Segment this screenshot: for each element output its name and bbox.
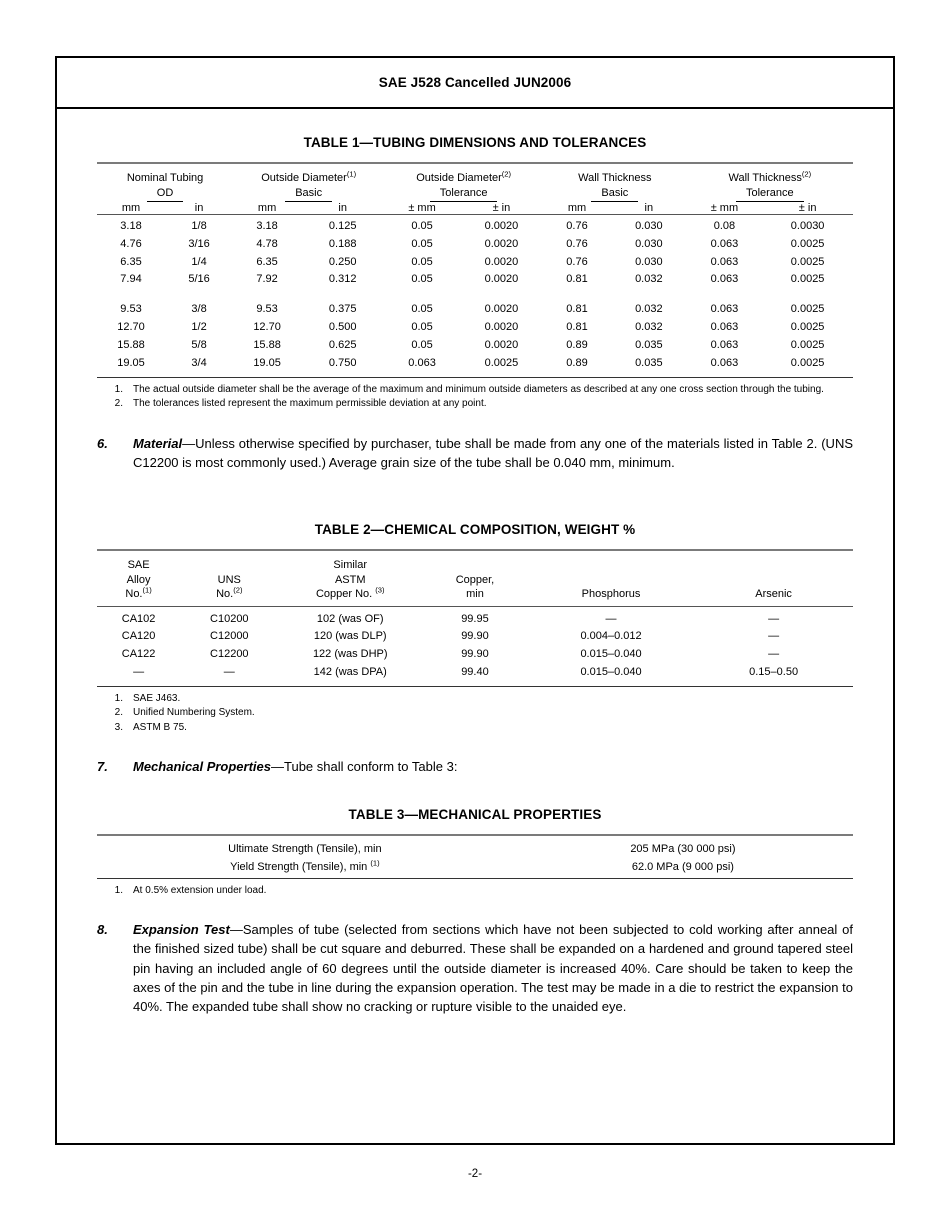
table1-group-4-line2: Tolerance — [736, 186, 804, 203]
section-6-body — [133, 434, 853, 472]
cell: 4.78 — [256, 237, 278, 250]
cell: 99.90 — [461, 630, 489, 643]
cell: 0.250 — [328, 255, 357, 268]
table2-header-0-l2: Alloy — [126, 573, 151, 586]
footnote-text: The actual outside diameter shall be the average of the maximum and minimum outside diameters as described at any one cross section through the tubing. — [133, 383, 824, 395]
cell: 0.0025 — [790, 303, 825, 316]
cell: 6.35 — [120, 255, 142, 268]
cell: 0.0020 — [484, 273, 519, 286]
cell: 0.0020 — [484, 303, 519, 316]
table2-header-2-l3: Copper No. — [315, 588, 376, 601]
footnote-number: 2. — [114, 398, 123, 410]
table2 — [97, 549, 853, 687]
table1-unit-3: in — [338, 202, 347, 215]
table1-group-1-line1: Outside Diameter — [261, 172, 347, 184]
cell: 7.92 — [256, 273, 278, 286]
table1-footnotes — [97, 383, 853, 412]
cell: 0.063 — [710, 303, 739, 316]
section-6 — [97, 434, 853, 472]
cell: 1/4 — [191, 255, 207, 268]
table1-unit-1: in — [194, 202, 204, 215]
cell: 142 (was DPA) — [313, 665, 387, 678]
cell: 7.94 — [120, 273, 142, 286]
cell: 0.05 — [411, 303, 433, 316]
table2-header-1-sup: (2) — [233, 585, 243, 595]
table1-units-row — [97, 202, 853, 215]
table1-group-2-line1: Outside Diameter — [416, 172, 502, 184]
cell: 120 (was DLP) — [313, 630, 387, 643]
table1-group-0-line1: Nominal Tubing — [126, 172, 204, 184]
page-header-band — [57, 58, 893, 109]
table3-property — [97, 855, 513, 879]
table2-header-1 — [180, 550, 278, 606]
cell: 0.15–0.50 — [749, 665, 799, 678]
cell: 99.40 — [461, 665, 489, 678]
table3 — [97, 834, 853, 879]
section-7-number: 7. — [97, 759, 108, 775]
cell: 0.030 — [611, 215, 687, 236]
table1-group-0-line2: OD — [147, 186, 184, 203]
cell: 0.76 — [566, 255, 588, 268]
section-7-text: —Tube shall conform to Table 3: — [271, 759, 458, 775]
table2-header-0 — [97, 550, 180, 606]
cell: C10200 — [180, 606, 278, 628]
table1-group-4 — [687, 163, 853, 202]
table2-header-0-l3: No. — [125, 588, 143, 601]
table2-header-row — [97, 550, 853, 606]
cell: 0.0020 — [484, 237, 519, 250]
table2-footnotes — [97, 692, 853, 736]
table1-row — [97, 301, 853, 319]
cell: — — [223, 665, 235, 678]
footnote-number: 2. — [114, 707, 123, 719]
cell: 0.89 — [566, 356, 588, 369]
cell: — — [528, 606, 694, 628]
table1-header-group-row — [97, 163, 853, 202]
cell: CA122 — [121, 648, 156, 661]
table3-property-label: Yield Strength (Tensile), min — [230, 860, 371, 873]
cell: 0.063 — [710, 255, 739, 268]
footnote-item — [97, 721, 853, 736]
table1-unit-0: mm — [121, 202, 141, 215]
table2-header-0-sup: (1) — [142, 585, 152, 595]
cell: 0.375 — [328, 303, 357, 316]
table2-bottom-rule — [97, 686, 853, 687]
cell: 19.05 — [253, 356, 281, 369]
table1-bottom-rule — [97, 377, 853, 378]
table1-group-4-sup: (2) — [801, 169, 812, 179]
cell: 12.70 — [253, 321, 281, 334]
cell: 3/4 — [191, 356, 207, 369]
cell: — — [694, 606, 853, 628]
table1-group-3 — [543, 163, 687, 202]
cell: C12200 — [210, 648, 249, 661]
footnote-number: 1. — [114, 884, 123, 896]
table1-group-2 — [384, 163, 543, 202]
cell: 0.032 — [635, 321, 663, 334]
cell: 0.0025 — [484, 356, 519, 369]
cell: 0.015–0.040 — [580, 665, 642, 678]
table3-value: 62.0 MPa (9 000 psi) — [631, 860, 734, 873]
cell: 99.95 — [422, 606, 528, 628]
section-6-lead: Material — [133, 435, 183, 451]
table3-row — [97, 855, 853, 879]
cell: 0.063 — [710, 321, 739, 334]
footnote-text: The tolerances listed represent the maximum permissible deviation at any point. — [133, 398, 487, 410]
footnote-number: 3. — [114, 721, 123, 733]
cell: 0.0025 — [790, 255, 825, 268]
cell: 9.53 — [256, 303, 278, 316]
section-7 — [97, 757, 853, 776]
cell: 3/8 — [191, 303, 207, 316]
section-8-body — [133, 920, 853, 1016]
table2-header-2 — [278, 550, 422, 606]
footnote-text: ASTM B 75. — [133, 721, 187, 733]
cell: 0.750 — [328, 356, 357, 369]
cell: 0.063 — [710, 273, 739, 286]
cell: 0.81 — [566, 321, 588, 334]
table1-group-2-line2: Tolerance — [430, 186, 498, 203]
table1-row — [97, 271, 853, 289]
footnote-number: 1. — [114, 383, 123, 395]
section-8 — [97, 920, 853, 1016]
table1-unit-5: ± in — [492, 202, 511, 215]
table1-unit-9: ± in — [798, 202, 817, 215]
cell: 3.18 — [97, 215, 165, 236]
table2-header-2-sup: (3) — [375, 585, 385, 595]
cell: — — [768, 648, 780, 661]
cell: 102 (was OF) — [278, 606, 422, 628]
cell: 6.35 — [256, 255, 278, 268]
section-7-body — [133, 757, 853, 776]
table2-header-5 — [694, 550, 853, 606]
cell: 0.063 — [710, 338, 739, 351]
cell: 0.0025 — [790, 273, 825, 286]
table3-value: 205 MPa (30 000 psi) — [513, 835, 853, 855]
table2-row — [97, 628, 853, 646]
cell: 0.030 — [635, 237, 663, 250]
cell: 0.0020 — [460, 215, 543, 236]
cell: 99.90 — [461, 648, 489, 661]
cell: 3/16 — [188, 237, 210, 250]
table2-header-0-l1: SAE — [127, 559, 150, 571]
cell: 15.88 — [253, 338, 281, 351]
section-8-text: —Samples of tube (selected from sections which have not been subjected to cold working after anneal of the finished sized tube) shall be cut square and deburred. These shall be expanded on a hardened and ground tapered steel pin having an included angle of 60 degrees until the outside diameter is increased 40%. Care should be taken to keep the axes of the pin and the tube in line during the expansion operation. The test may be made in a die to restrict the expansion to 40%. The expanded tube shall show no cracking or rupture visible to the unaided eye. — [133, 922, 853, 1014]
footnote-item — [97, 397, 853, 412]
cell: 0.032 — [635, 273, 663, 286]
table1-row — [97, 337, 853, 355]
cell: 0.0020 — [484, 321, 519, 334]
table1-group-3-line1: Wall Thickness — [578, 172, 652, 184]
table3-bottom-rule — [97, 878, 853, 879]
cell: 0.05 — [411, 321, 433, 334]
cell: 0.81 — [566, 303, 588, 316]
cell: 0.0025 — [790, 338, 825, 351]
table2-header-3-l2: Copper, — [455, 573, 495, 586]
cell: 1/2 — [191, 321, 207, 334]
cell: 0.05 — [411, 255, 433, 268]
table1-group-1-line2: Basic — [285, 186, 332, 203]
cell: 0.08 — [687, 215, 763, 236]
table3-title: TABLE 3—MECHANICAL PROPERTIES — [348, 806, 602, 822]
table1-row — [97, 215, 853, 236]
cell: C12000 — [210, 630, 249, 643]
table2-header-3 — [422, 550, 528, 606]
cell: 0.81 — [566, 273, 588, 286]
cell: 0.625 — [328, 338, 357, 351]
cell: 0.0025 — [790, 321, 825, 334]
footnote-number: 1. — [114, 692, 123, 704]
cell: 0.05 — [384, 215, 460, 236]
table1-unit-2: mm — [257, 202, 277, 215]
cell: CA102 — [97, 606, 180, 628]
table1-unit-8: ± mm — [710, 202, 739, 215]
cell: 0.0025 — [790, 237, 825, 250]
footnote-item — [97, 692, 853, 707]
table2-header-5-l3: Arsenic — [755, 588, 792, 601]
cell: CA120 — [121, 630, 156, 643]
table2-header-2-l2: ASTM — [334, 573, 366, 586]
cell: 122 (was DHP) — [312, 648, 388, 661]
page-body — [57, 109, 893, 1016]
cell: — — [768, 630, 780, 643]
cell: 0.063 — [710, 237, 739, 250]
cell: 0.500 — [328, 321, 357, 334]
cell: 4.76 — [120, 237, 142, 250]
table3-footnotes — [97, 884, 853, 899]
table3-property-label: Ultimate Strength (Tensile), min — [228, 842, 382, 855]
cell: 0.188 — [328, 237, 357, 250]
footnote-text: SAE J463. — [133, 692, 181, 704]
cell: 0.05 — [411, 273, 433, 286]
cell: 5/16 — [188, 273, 210, 286]
table3-row — [97, 835, 853, 855]
cell: 0.05 — [411, 338, 433, 351]
cell: 0.0025 — [790, 356, 825, 369]
footnote-text: Unified Numbering System. — [133, 707, 255, 719]
section-8-lead: Expansion Test — [133, 922, 230, 938]
table2-header-4-l3: Phosphorus — [581, 588, 641, 601]
table1-group-3-line2: Basic — [591, 186, 638, 203]
table2-title: TABLE 2—CHEMICAL COMPOSITION, WEIGHT % — [314, 522, 636, 537]
table1-group-0 — [97, 163, 233, 202]
table2-header-4 — [528, 550, 694, 606]
table1-unit-4: ± mm — [408, 202, 436, 215]
cell: 0.015–0.040 — [580, 648, 642, 661]
table1-group-1-sup: (1) — [346, 169, 357, 179]
cell: 0.0030 — [762, 215, 853, 236]
table2-header-1-l3: No. — [216, 588, 234, 601]
cell: 12.70 — [117, 321, 145, 334]
table2-row — [97, 664, 853, 686]
footnote-item — [97, 884, 853, 899]
cell: 0.035 — [635, 356, 663, 369]
table3-property — [97, 835, 513, 855]
cell: 5/8 — [191, 338, 207, 351]
table1-group-4-line1: Wall Thickness — [728, 172, 802, 184]
table1-group-spacer — [97, 289, 853, 301]
cell: 9.53 — [120, 303, 142, 316]
section-7-lead: Mechanical Properties — [133, 759, 271, 775]
table1-unit-6: mm — [567, 202, 587, 215]
table1-unit-7: in — [644, 202, 654, 215]
table2-row — [97, 606, 853, 628]
section-8-number: 8. — [97, 922, 108, 938]
cell: 0.89 — [566, 338, 588, 351]
cell: 15.88 — [117, 338, 145, 351]
document-header-title: SAE J528 Cancelled JUN2006 — [378, 75, 572, 90]
table1 — [97, 162, 853, 378]
table2-header-1-l2: UNS — [217, 573, 241, 586]
cell: 0.125 — [301, 215, 384, 236]
page-number: -2- — [467, 1168, 483, 1180]
table1-row — [97, 319, 853, 337]
table1-row — [97, 254, 853, 272]
cell: 0.004–0.012 — [580, 630, 642, 643]
cell: — — [133, 665, 145, 678]
cell: 0.0020 — [484, 338, 519, 351]
cell: 0.0020 — [484, 255, 519, 268]
cell: 0.063 — [408, 356, 436, 369]
cell: 0.312 — [328, 273, 357, 286]
cell: 0.05 — [411, 237, 433, 250]
cell: 0.76 — [566, 237, 588, 250]
footnote-item — [97, 706, 853, 721]
section-6-text: —Unless otherwise specified by purchaser, tube shall be made from any one of the materials listed in Table 2. (UNS C12200 is most commonly used.) Average grain size of the tube shall be 0.040 mm, minimum. — [133, 435, 853, 470]
table1-group-2-sup: (2) — [501, 169, 512, 179]
table2-header-2-l1: Similar — [333, 559, 368, 571]
table1-title: TABLE 1—TUBING DIMENSIONS AND TOLERANCES — [303, 135, 647, 150]
cell: 0.063 — [710, 356, 739, 369]
table2-header-3-l3: min — [466, 588, 484, 601]
cell: 1/8 — [165, 215, 233, 236]
cell: 0.76 — [543, 215, 611, 236]
footnote-item — [97, 383, 853, 398]
cell: 0.030 — [635, 255, 663, 268]
table1-group-1 — [233, 163, 384, 202]
cell: 0.035 — [635, 338, 663, 351]
table1-row — [97, 236, 853, 254]
cell: 0.032 — [635, 303, 663, 316]
table2-row — [97, 646, 853, 664]
page-frame — [55, 56, 895, 1145]
cell: 3.18 — [233, 215, 301, 236]
footnote-text: At 0.5% extension under load. — [133, 884, 267, 896]
section-6-number: 6. — [97, 435, 108, 451]
cell: 19.05 — [117, 356, 145, 369]
table1-row — [97, 355, 853, 377]
table3-property-sup: (1) — [370, 857, 380, 867]
